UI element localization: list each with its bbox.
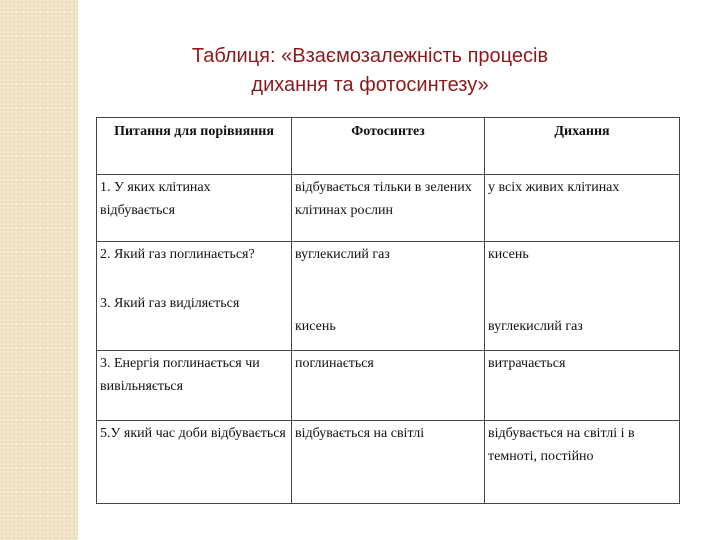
decorative-side-strip	[0, 0, 78, 540]
cell-photosynthesis: поглинається	[292, 350, 485, 420]
table-row	[97, 242, 680, 351]
table-row	[97, 421, 680, 504]
cell-respiration: у всіх живих клітинах	[485, 174, 680, 241]
cell-respiration	[485, 242, 680, 351]
cell-respiration: витрачається	[485, 350, 680, 420]
table-header-row	[97, 118, 680, 175]
cell-respiration: відбувається на світлі і в темноті, постійно	[485, 421, 680, 504]
cell-question: 3. Енергія поглинається чи вивільняється	[97, 350, 292, 420]
cell-photosynthesis: відбувається тільки в зелених клітинах рослин	[292, 174, 485, 241]
table-row	[97, 174, 680, 241]
table-row	[97, 350, 680, 420]
header-photosynthesis: Фотосинтез	[292, 118, 485, 175]
cell-photosynthesis-a: вуглекислий газ	[295, 247, 390, 263]
cell-question-a: 2. Який газ поглинається?	[100, 247, 255, 263]
cell-question	[97, 242, 292, 351]
cell-photosynthesis	[292, 242, 485, 351]
cell-question: 1. У яких клітинах відбувається	[97, 174, 292, 241]
cell-question-b: 3. Який газ виділяється	[100, 296, 240, 312]
slide-title	[100, 42, 640, 100]
cell-photosynthesis: відбувається на світлі	[292, 421, 485, 504]
cell-respiration-b: вуглекислий газ	[488, 319, 583, 335]
cell-respiration-a: кисень	[488, 247, 529, 263]
cell-photosynthesis-b: кисень	[295, 319, 336, 335]
header-respiration: Дихання	[485, 118, 680, 175]
header-question: Питання для порівняння	[97, 118, 292, 175]
cell-question: 5.У який час доби відбувається	[97, 421, 292, 504]
slide-title-line-2: дихання та фотосинтезу»	[251, 74, 489, 96]
slide-title-line-1: Таблиця: «Взаємозалежність процесів	[191, 45, 549, 67]
comparison-table	[96, 117, 680, 504]
